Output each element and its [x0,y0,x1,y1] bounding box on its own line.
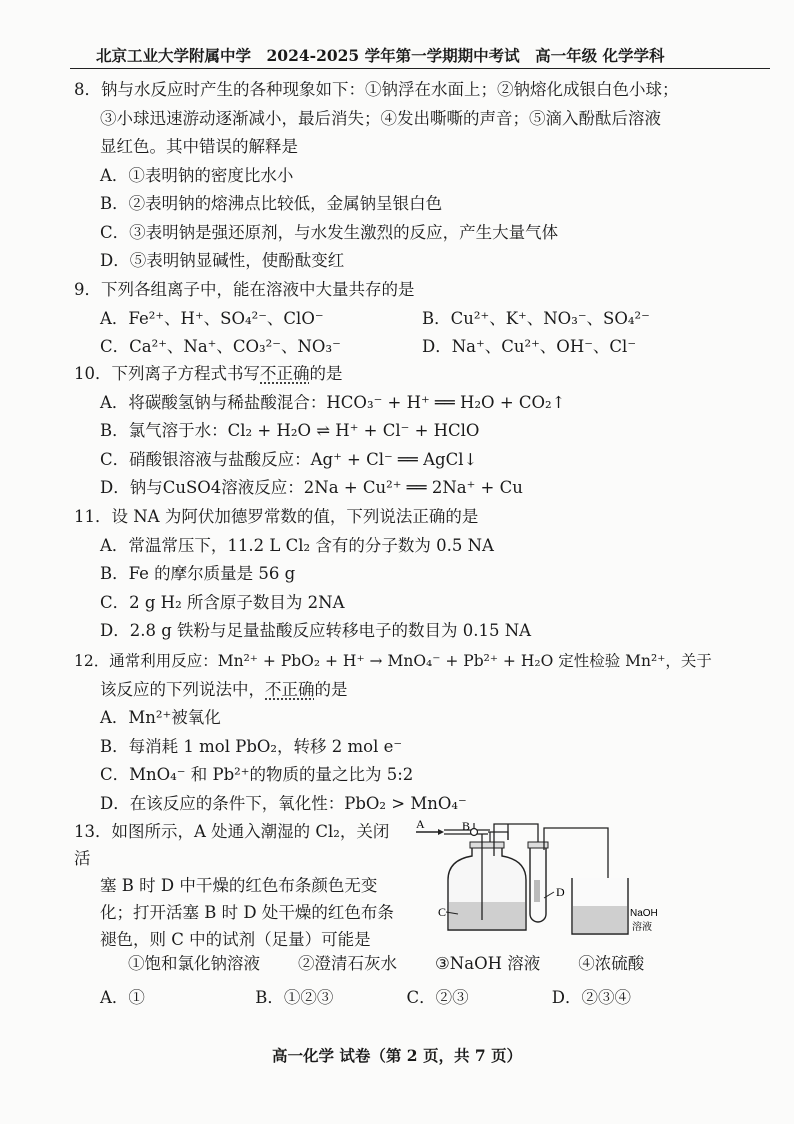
q13-reagent-4: ④浓硫酸 [578,954,645,973]
q9-option-d: D．Na⁺、Cu²⁺、OH⁻、Cl⁻ [422,337,637,356]
q12-option-a: A．Mn²⁺被氧化 [100,708,221,727]
q10-stem [74,360,774,389]
valve-b [471,829,478,836]
inlet-arrowhead [438,829,444,835]
q12-stem-emphasis: 不正确 [265,679,315,699]
label-c: C [438,905,447,919]
question-11 [74,503,774,646]
q10-option-a: A．将碳酸氢钠与稀盐酸混合：HCO₃⁻ + H⁺ ══ H₂O + CO₂↑ [100,392,566,412]
q12-option-d: D．在该反应的条件下，氧化性：PbO₂ > MnO₄⁻ [100,793,467,813]
q10-option-d: D．钠与CuSO4溶液反应：2Na + Cu²⁺ ══ 2Na⁺ + Cu [100,478,523,497]
q8-option-b: B．②表明钠的熔沸点比较低，金属钠呈银白色 [100,194,443,213]
question-9 [74,276,774,362]
apparatus-diagram [412,820,682,945]
q8-stem-line-1: 8．钠与水反应时产生的各种现象如下：①钠浮在水面上；②钠熔化成银白色小球； [74,80,679,99]
q8-stem-line-2: ③小球迅速游动逐渐减小，最后消失；④发出嘶嘶的声音；⑤滴入酚酞后溶液 [100,108,661,128]
q13-option-b: B．①②③ [255,988,334,1007]
label-b: B [462,820,471,833]
q8-option-a: A．①表明钠的密度比水小 [100,165,294,185]
q9-stem: 9．下列各组离子中，能在溶液中大量共存的是 [74,280,415,299]
bottle-stopper [470,842,504,848]
q8-stem-line-3: 显红色。其中错误的解释是 [100,137,298,156]
label-solution: 溶液 [632,922,652,933]
q13-option-a: A．① [100,988,145,1007]
q12-stem-line-1: 12．通常利用反应：Mn²⁺ + PbO₂ + H⁺ → MnO₄⁻ + Pb²⁺ + H₂O 定性检验 Mn²⁺，关于 [74,652,712,670]
q11-option-a: A．常温常压下，11.2 L Cl₂ 含有的分子数为 0.5 NA [100,535,494,555]
q10-stem-pre: 10．下列离子方程式书写 [74,364,260,383]
bottle-liquid [449,902,525,929]
tube-stopper [528,842,548,848]
q11-option-d: D．2.8 g 铁粉与足量盐酸反应转移电子的数目为 0.15 NA [100,621,532,640]
q10-option-c: C．硝酸银溶液与盐酸反应：Ag⁺ + Cl⁻ ══ AgCl↓ [100,449,478,469]
q11-option-b: B．Fe 的摩尔质量是 56 g [100,564,296,583]
page-footer: 高一化学 试卷（第 2 页，共 7 页） [271,1046,523,1065]
label-naoh: NaOH [630,908,658,919]
q13-reagent-list [128,950,644,974]
q13-stem-line-1: 13．如图所示，A 处通入潮湿的 Cl₂，关闭活 [74,822,390,868]
q10-option-b: B．氯气溶于水：Cl₂ + H₂O ⇌ H⁺ + Cl⁻ + HClO [100,421,480,440]
red-cloth-strip [534,880,540,902]
q12-option-b: B．每消耗 1 mol PbO₂，转移 2 mol e⁻ [100,736,403,756]
q11-option-c: C．2 g H₂ 所含原子数目为 2NA [100,592,345,612]
q12-stem-post: 的是 [314,679,348,699]
q9-option-c: C．Ca²⁺、Na⁺、CO₃²⁻、NO₃⁻ [100,337,341,356]
q13-reagent-1: ①饱和氯化钠溶液 [128,954,260,973]
label-a: A [416,820,425,831]
beaker-liquid [573,906,627,933]
q13-reagent-3: ③NaOH 溶液 [435,954,541,973]
q10-stem-emphasis: 不正确 [260,364,310,383]
q12-stem-pre: 该反应的下列说法中， [100,679,265,699]
q13-stem-line-2: 塞 B 时 D 中干燥的红色布条颜色无变 [100,876,378,895]
q13-answer-options [100,984,631,1008]
question-10 [74,360,774,503]
q10-stem-post: 的是 [309,364,343,383]
q13-option-d: D．②③④ [551,988,631,1007]
q9-option-b: B．Cu²⁺、K⁺、NO₃⁻、SO₄²⁻ [422,308,650,328]
question-8 [74,76,774,276]
q12-stem-line-2 [74,676,774,705]
q13-option-c: C．②③ [406,988,469,1007]
q9-options-row-1 [74,305,774,334]
q13-reagent-2: ②澄清石灰水 [298,954,397,973]
q13-stem-line-4: 褪色，则 C 中的试剂（足量）可能是 [100,930,371,949]
q9-options-row-2 [74,333,774,362]
q12-option-c: C．MnO₄⁻ 和 Pb²⁺的物质的量之比为 5:2 [100,765,414,784]
q8-option-c: C．③表明钠是强还原剂，与水发生激烈的反应，产生大量气体 [100,222,559,242]
q8-option-d: D．⑤表明钠显碱性，使酚酞变红 [100,251,345,270]
label-d: D [556,885,565,899]
q13-stem-line-3: 化；打开活塞 B 时 D 处干燥的红色布条 [100,903,394,922]
header-divider [70,68,770,69]
question-12 [74,647,774,818]
question-13 [74,818,404,953]
q9-option-a: A．Fe²⁺、H⁺、SO₄²⁻、ClO⁻ [100,308,324,328]
page-header: 北京工业大学附属中学 2024-2025 学年第一学期期中考试 高一年级 化学学科 [96,46,665,65]
q11-stem: 11．设 NA 为阿伏加德罗常数的值，下列说法正确的是 [74,507,479,526]
